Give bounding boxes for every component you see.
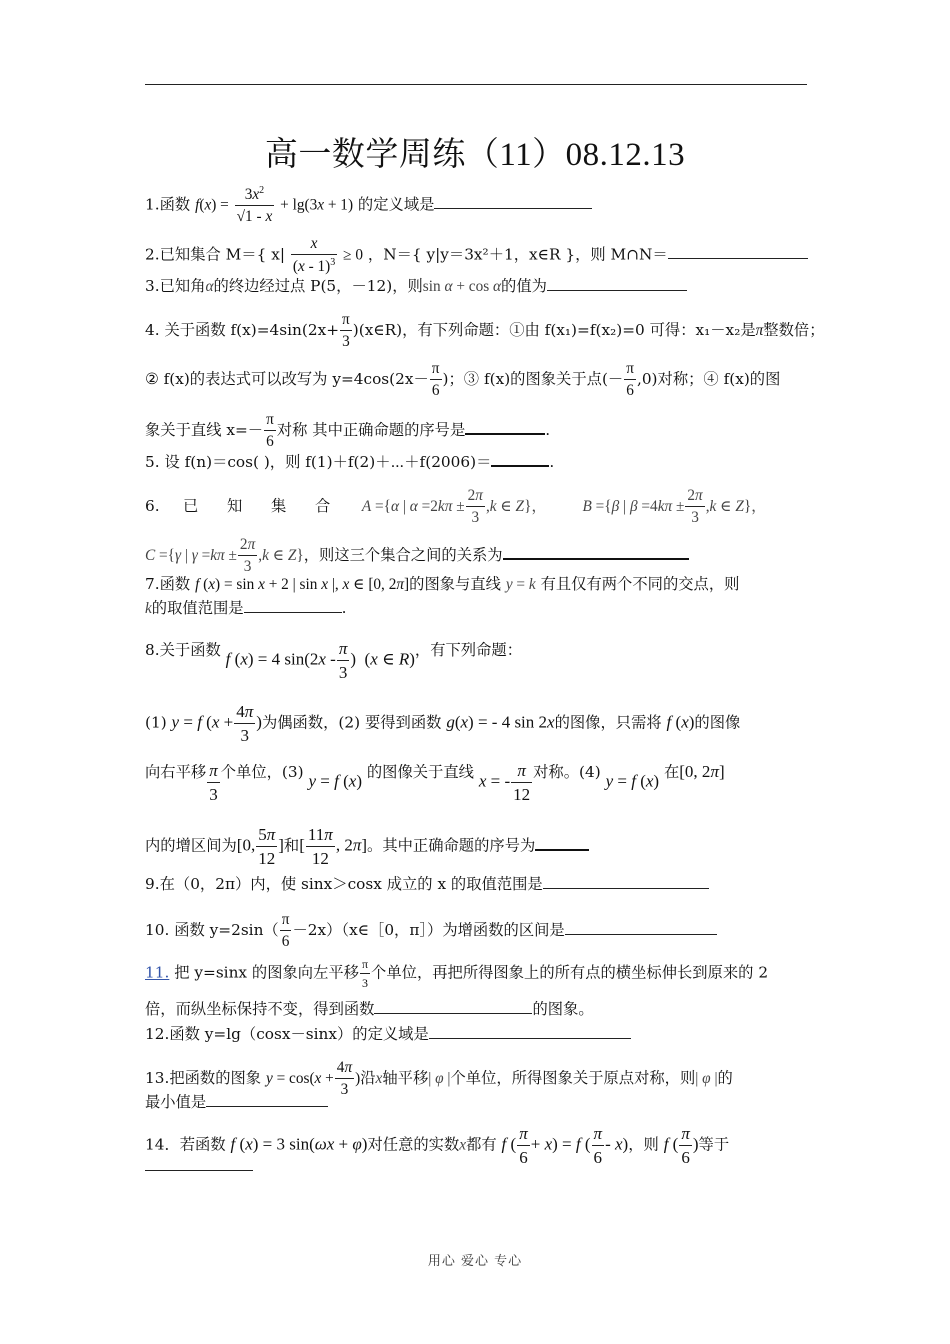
q8-text-l: 。其中正确命题的序号为 [367, 836, 536, 855]
q14-prefix: 14．若函数 [145, 1135, 226, 1154]
fraction: $\frac{2\pi}{3}$ [467, 487, 483, 527]
q7-prefix: 7.函数 [145, 575, 191, 593]
fraction: $\frac{5\pi}{12}$ [258, 825, 276, 868]
q14-text-c: ，则 [628, 1135, 659, 1154]
q11-text-d: 的图象。 [532, 1000, 594, 1018]
q13-text-a: 沿 [360, 1068, 376, 1087]
answer-blank [374, 999, 532, 1014]
answer-blank [503, 544, 689, 560]
question-5 [145, 451, 809, 472]
q4-end: . [545, 420, 551, 439]
question-12 [145, 1024, 809, 1044]
question-9 [145, 874, 809, 894]
answer-blank [535, 835, 589, 851]
answer-blank [547, 276, 687, 291]
question-10 [145, 912, 809, 950]
answer-blank [491, 451, 549, 467]
q2-prefix: 2.已知集合 M＝{ x| [145, 245, 285, 264]
q4-text-a: 4. 关于函数 f(x)=4sin(2x+ [145, 320, 340, 339]
q8-text-h: 对称。(4) [533, 763, 601, 781]
q8-prefix: 8.关于函数 [145, 641, 221, 659]
q8-text-a: (1) [145, 713, 167, 732]
question-11-line-1[interactable] [145, 958, 809, 989]
question-3: 3.已知角α的终边经过点 P(5，－12)，则sin α + cos α的值为 [145, 276, 809, 297]
q7-text: 的图象与直线 [409, 575, 501, 593]
answer-blank [145, 1156, 253, 1171]
question-2: 2.已知集合 M＝{ x| $\frac{x}{(x - 1)^3}$ ≥ 0 ，N＝{ y|y＝3x²＋1，x∈R }，则 M∩N＝ [145, 236, 809, 275]
q7-end: . [341, 599, 347, 617]
q11-text-b: 个单位，再把所得图象上的所有点的横坐标伸长到原来的 2 [371, 963, 769, 982]
q10-prefix: 10. 函数 y=2sin（ [145, 920, 279, 939]
q12-text: 12.函数 y=lg（cosx－sinx）的定义域是 [145, 1025, 429, 1043]
q8-text-e: 向右平移 [145, 763, 207, 781]
q13-prefix: 13.把函数的图象 [145, 1068, 262, 1087]
fraction: $\frac{4\pi}{3}$ [336, 1059, 353, 1099]
question-8-line-1: 8.关于函数 f (x) = 4 sin(2x - $\frac{\pi}{3}$ ) (x ∈ R)，有下列命题： [145, 639, 522, 682]
answer-blank [465, 419, 545, 435]
answer-blank [244, 598, 342, 613]
q6-word: 集 [271, 496, 287, 515]
q8-text-k: 和 [283, 836, 300, 855]
q11-link[interactable]: 11. [145, 963, 170, 982]
q6-word: 已 [183, 496, 199, 515]
q14-text-b: 都有 [466, 1135, 497, 1154]
q7-text-b: 有且仅有两个不同的交点，则 [540, 575, 740, 593]
fraction: $\frac{4\pi}{3}$ [236, 702, 254, 745]
q5-text: 5. 设 f(n)＝cos( )，则 f(1)＋f(2)＋⋯＋f(2006)＝ [145, 453, 492, 471]
fraction: $\frac{\pi}{3}$ [361, 957, 369, 990]
fraction: $\frac{\pi}{3}$ [209, 761, 218, 804]
fraction: $\frac{x}{(x - 1)^3}$ [292, 235, 336, 276]
q2-text: ，N＝{ y|y＝3x²＋1，x∈R }，则 M∩N＝ [367, 245, 668, 264]
question-6-line-2: C ={γ | γ =kπ ± $\frac{2\pi}{3}$ ,k ∈ Z}，则这三个集合之间的关系为 [145, 537, 809, 575]
fraction: $\frac{\pi}{6}$ [519, 1124, 528, 1167]
q6-word: 知 [227, 496, 243, 515]
fraction: $\frac{11\pi}{12}$ [307, 825, 333, 868]
q4-text-b: )(x∈R)，有下列命题：①由 f(x₁)=f(x₂)=0 可得：x₁－x₂是 [352, 320, 756, 339]
q11-text-a: 把 y=sinx 的图象向左平移 [174, 963, 359, 982]
q13-text-b: 轴平移 [382, 1068, 429, 1087]
q4-text-g: 象关于直线 x=－ [145, 420, 264, 439]
q5-end: . [549, 453, 555, 471]
answer-blank [429, 1024, 631, 1039]
question-4-line-2 [145, 361, 809, 399]
q8-text-c: 的图像，只需将 [554, 713, 662, 732]
fraction: $\frac{\pi}{6}$ [593, 1124, 603, 1167]
page-title: 高一数学周练（11）08.12.13 [264, 137, 686, 173]
q4-text-f: ,0)对称；④ f(x)的图 [636, 369, 781, 388]
q10-text: －2x）（x∈［0，π］）为增函数的区间是 [292, 920, 565, 939]
q8-text-d: 的图像 [694, 713, 741, 732]
question-4-line-1: 4. 关于函数 f(x)=4sin(2x+ $\frac{\pi}{3}$ )(x∈R)，有下列命题：①由 f(x₁)=f(x₂)=0 可得：x₁－x₂是π整数倍； [145, 311, 825, 351]
answer-blank [668, 244, 808, 259]
q3-prefix: 3.已知角 [145, 277, 206, 295]
q11-text-c: 倍，而纵坐标保持不变，得到函数 [145, 1000, 375, 1018]
question-14-line-1: 14．若函数 f (x) = 3 sin(ωx + φ)对任意的实数x都有 f ( $\frac{\pi}{6}$ + x) = f ( $\frac{\pi}{6}$ - x)，则 f ( $\frac{\pi}{6}$ )等于 [145, 1124, 730, 1167]
question-13-line-1: 13.把函数的图象 y = cos(x + $\frac{4\pi}{3}$ )沿x轴平移| φ |个单位，所得图象关于原点对称，则| φ |的 [145, 1059, 733, 1099]
q13-text-d: 的 [717, 1068, 733, 1087]
question-7-line-2: k的取值范围是 . [145, 599, 347, 617]
answer-blank [206, 1092, 328, 1107]
fraction: $\frac{2\pi}{3}$ [687, 487, 703, 527]
answer-blank [434, 194, 592, 209]
q14-text-a: 对任意的实数 [367, 1135, 460, 1154]
q8-text-j: 内的增区间为 [145, 836, 237, 855]
question-8-line-3: 向右平移 $\frac{\pi}{3}$ 个单位，(3) y = f (x) 的图像关于直线 x = - $\frac{\pi}{12}$ 对称。(4) y = f (x) 在[0, 2π] [145, 761, 725, 804]
question-6-line-1: 6. 已 知 集 合 A ={α | α =2kπ ± $\frac{2\pi}{3}$ ,k ∈ Z}， B ={β | β =4kπ ± $\frac{2\pi}{3}$ ,k ∈ Z}， [145, 487, 767, 527]
fraction: $\frac{2\pi}{3}$ [239, 536, 256, 576]
q6-text: ，则这三个集合之间的关系为 [303, 545, 503, 564]
q8-text-g: 的图像关于直线 [366, 763, 474, 781]
q6-number: 6. [145, 496, 160, 515]
fraction: $\frac{\pi}{3}$ [338, 639, 348, 682]
q3-text: 的终边经过点 P(5，－12)，则 [213, 277, 423, 295]
fraction: $\frac{\pi}{6}$ [681, 1124, 690, 1167]
fraction: $\frac{\pi}{6}$ [266, 411, 274, 451]
fraction: $\frac{3x^2}{√1 - x}$ [236, 185, 273, 226]
fraction: $\frac{\pi}{3}$ [342, 311, 350, 351]
q6-word: 合 [315, 496, 331, 515]
q8-text-i: 在 [663, 763, 680, 781]
header-rule [145, 84, 807, 85]
fraction: $\frac{\pi}{12}$ [513, 761, 531, 804]
question-11-line-2 [145, 999, 809, 1019]
answer-blank [565, 920, 717, 935]
q13-text-e: 最小值是 [145, 1093, 207, 1111]
q3-suffix: 的值为 [501, 277, 547, 295]
question-8-line-4: 内的增区间为[0, $\frac{5\pi}{12}$ ]和[ $\frac{11\pi}{12}$ , 2π]。其中正确命题的序号为 [145, 826, 809, 867]
fraction: $\frac{\pi}{6}$ [281, 911, 290, 951]
question-8-line-2: (1) y = f (x + $\frac{4\pi}{3}$ )为偶函数，(2) 要得到函数 g(x) = - 4 sin 2x的图像，只需将 f (x)的图像 [145, 702, 741, 745]
question-14-line-2 [145, 1156, 809, 1176]
fraction: $\frac{\pi}{6}$ [431, 360, 440, 400]
q4-text-d: ② f(x)的表达式可以改写为 y=4cos(2x－ [145, 369, 429, 388]
q8-text: ，有下列命题： [414, 641, 522, 659]
answer-blank [543, 874, 709, 889]
q8-text-f: 个单位，(3) [220, 763, 304, 781]
fraction: $\frac{\pi}{6}$ [626, 360, 634, 400]
q1-suffix: 的定义域是 [357, 195, 435, 214]
q9-text: 9.在（0，2π）内，使 sinx＞cosx 成立的 x 的取值范围是 [145, 875, 543, 893]
question-1: 1.函数 f(x) = $\frac{3x^2}{√1 - x}$ + lg(3x + 1) 的定义域是 [145, 186, 809, 225]
q14-text-d: 等于 [698, 1135, 730, 1154]
question-13-line-2 [145, 1092, 809, 1112]
q4-text-c: 整数倍； [763, 320, 825, 339]
q7-text-c: 的取值范围是 [151, 599, 244, 617]
q4-text-e: )；③ f(x)的图象关于点(－ [442, 369, 624, 388]
question-7-line-1: 7.函数 f (x) = sin x + 2 | sin x |, x ∈ [0, 2π]的图象与直线 y = k 有且仅有两个不同的交点，则 [145, 575, 740, 593]
q13-text-c: 个单位，所得图象关于原点对称，则 [450, 1068, 696, 1087]
question-4-line-3 [145, 412, 809, 450]
q8-text-b: 为偶函数，(2) 要得到函数 [261, 713, 442, 732]
page-footer: 用心 爱心 专心 [427, 1254, 523, 1269]
q1-prefix: 1.函数 [145, 195, 191, 214]
q4-text-h: 对称 其中正确命题的序号是 [276, 420, 466, 439]
